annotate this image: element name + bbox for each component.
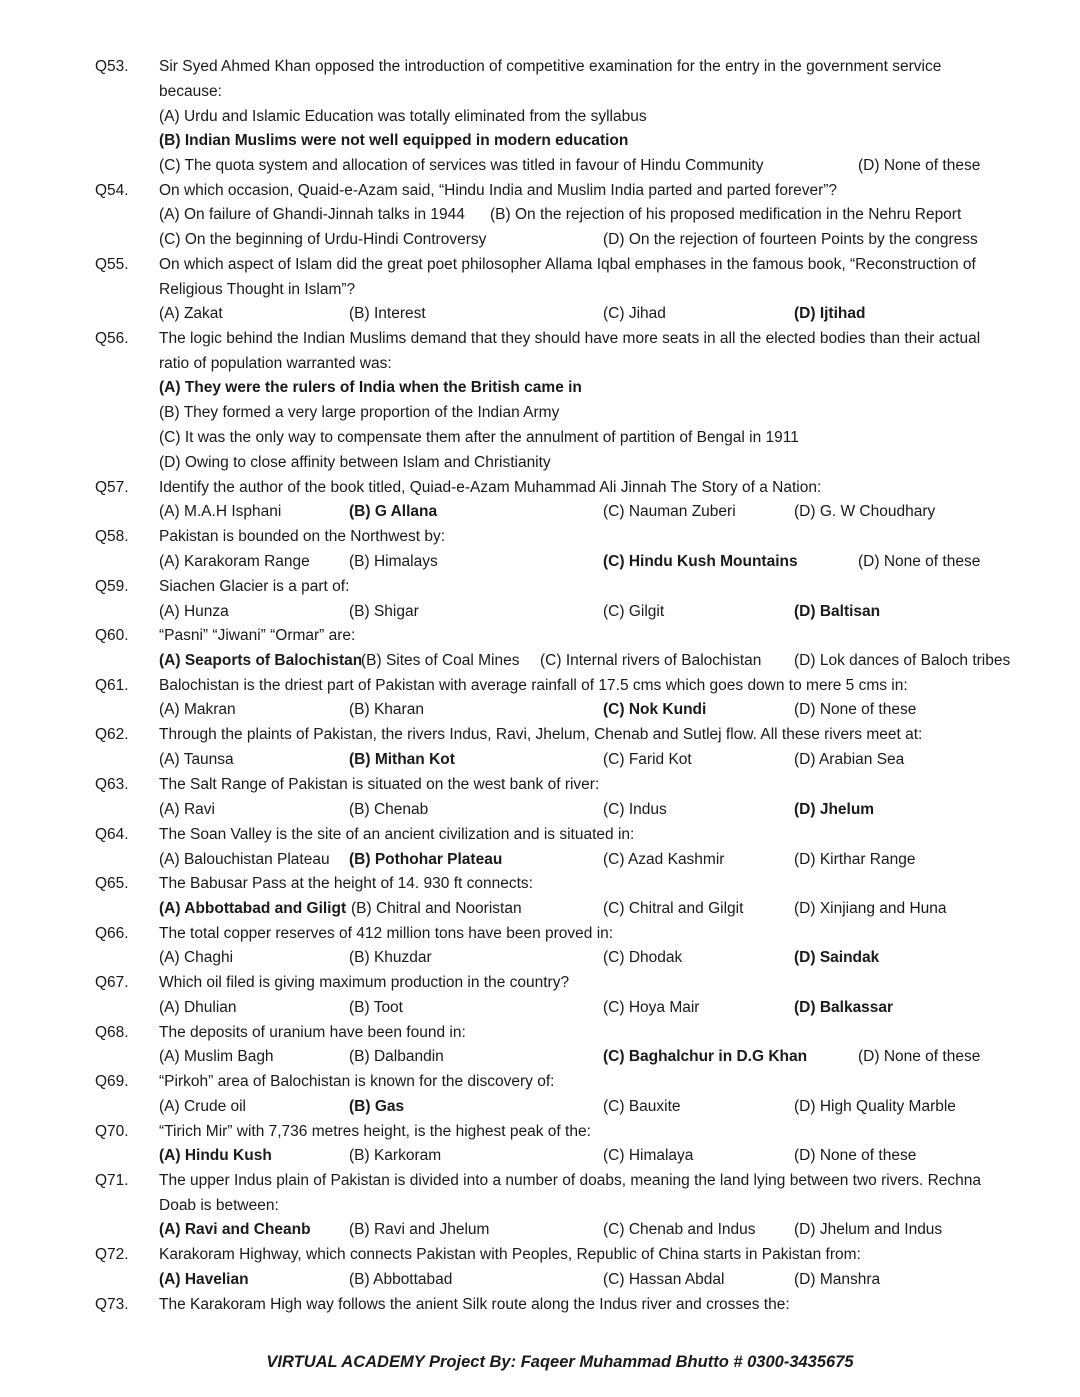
option-b: (B) Karkoram — [349, 1147, 442, 1164]
option-c: (C) Nauman Zuberi — [603, 503, 736, 520]
question-number: Q58. — [95, 528, 129, 545]
option-row — [0, 1143, 1080, 1168]
option-b: (B) They formed a very large proportion of the Indian Army — [159, 404, 560, 421]
option-d: (D) None of these — [858, 553, 981, 570]
question-q57 — [0, 475, 1080, 500]
option-a-answer: (A) They were the rulers of India when the British came in — [159, 379, 582, 396]
question-number: Q68. — [95, 1024, 129, 1041]
question-number: Q65. — [95, 875, 129, 892]
option-row — [0, 599, 1080, 624]
option-b-answer: (B) Mithan Kot — [349, 751, 455, 768]
option-b: (B) On the rejection of his proposed medification in the Nehru Report — [490, 206, 962, 223]
option-row — [0, 896, 1080, 921]
option-a: (A) Chaghi — [159, 949, 234, 966]
option-d: (D) Manshra — [794, 1271, 881, 1288]
option-d: (D) High Quality Marble — [794, 1098, 956, 1115]
option-a: (A) M.A.H Isphani — [159, 503, 282, 520]
question-number: Q69. — [95, 1073, 129, 1090]
option-b-answer: (B) Indian Muslims were not well equipped in modern education — [159, 132, 629, 149]
option-b: (B) Khuzdar — [349, 949, 432, 966]
question-text-continued — [0, 351, 1080, 376]
question-q73 — [0, 1292, 1080, 1317]
option-d: (D) Kirthar Range — [794, 851, 916, 868]
question-text-continued — [0, 79, 1080, 104]
question-text: Identify the author of the book titled, Quiad-e-Azam Muhammad Ali Jinnah The Story of a Nation: — [159, 479, 822, 496]
option-row — [0, 945, 1080, 970]
option-c: (C) Indus — [603, 801, 667, 818]
option-row — [0, 104, 1080, 129]
option-b: (B) Ravi and Jhelum — [349, 1221, 490, 1238]
option-c-answer: (C) Hindu Kush Mountains — [603, 553, 798, 570]
option-row — [0, 400, 1080, 425]
question-text: ratio of population warranted was: — [159, 355, 392, 372]
option-d: (D) G. W Choudhary — [794, 503, 936, 520]
question-q60 — [0, 623, 1080, 648]
option-b: (B) Interest — [349, 305, 426, 322]
option-c: (C) Bauxite — [603, 1098, 681, 1115]
question-q70 — [0, 1119, 1080, 1144]
question-number: Q66. — [95, 925, 129, 942]
option-row — [0, 648, 1080, 673]
question-q72 — [0, 1242, 1080, 1267]
question-text: The Karakoram High way follows the anient Silk route along the Indus river and crosses the: — [159, 1296, 790, 1313]
option-b: (B) Kharan — [349, 701, 424, 718]
question-q67 — [0, 970, 1080, 995]
option-d: (D) None of these — [858, 157, 981, 174]
option-d: (D) None of these — [858, 1048, 981, 1065]
question-text: Balochistan is the driest part of Pakistan with average rainfall of 17.5 cms which goes down to mere 5 cms in: — [159, 677, 908, 694]
option-a: (A) Makran — [159, 701, 236, 718]
question-number: Q70. — [95, 1123, 129, 1140]
option-d: (D) Arabian Sea — [794, 751, 905, 768]
question-q62 — [0, 722, 1080, 747]
option-a: (A) Urdu and Islamic Education was totally eliminated from the syllabus — [159, 108, 647, 125]
option-d: (D) None of these — [794, 1147, 917, 1164]
option-a: (A) Karakoram Range — [159, 553, 310, 570]
option-row — [0, 1044, 1080, 1069]
question-text-continued — [0, 277, 1080, 302]
option-a: (A) Taunsa — [159, 751, 234, 768]
option-a: (A) Ravi — [159, 801, 215, 818]
question-q69 — [0, 1069, 1080, 1094]
option-c: (C) Jihad — [603, 305, 666, 322]
question-text: The Soan Valley is the site of an ancient civilization and is situated in: — [159, 826, 635, 843]
option-a-answer: (A) Hindu Kush — [159, 1147, 272, 1164]
option-row — [0, 1267, 1080, 1292]
question-q61 — [0, 673, 1080, 698]
footer-credit: VIRTUAL ACADEMY Project By: Faqeer Muhammad Bhutto # 0300-3435675 — [266, 1353, 854, 1371]
question-text: The Salt Range of Pakistan is situated on the west bank of river: — [159, 776, 600, 793]
question-number: Q61. — [95, 677, 129, 694]
question-q53 — [0, 54, 1080, 79]
option-d-answer: (D) Ijtihad — [794, 305, 866, 322]
question-text: Pakistan is bounded on the Northwest by: — [159, 528, 446, 545]
question-text: “Pasni” “Jiwani” “Ormar” are: — [159, 627, 356, 644]
option-a: (A) Dhulian — [159, 999, 237, 1016]
question-q63 — [0, 772, 1080, 797]
question-number: Q72. — [95, 1246, 129, 1263]
question-text: because: — [159, 83, 222, 100]
question-text: The logic behind the Indian Muslims demand that they should have more seats in all the elected bodies than their actual — [159, 330, 981, 347]
option-a-answer: (A) Seaports of Balochistan — [159, 652, 363, 669]
question-q65 — [0, 871, 1080, 896]
option-b: (B) Toot — [349, 999, 403, 1016]
option-d: (D) None of these — [794, 701, 917, 718]
option-a: (A) On failure of Ghandi-Jinnah talks in 1944 — [159, 206, 465, 223]
option-row — [0, 425, 1080, 450]
option-c: (C) Dhodak — [603, 949, 683, 966]
option-c: (C) Himalaya — [603, 1147, 694, 1164]
question-text: Which oil filed is giving maximum production in the country? — [159, 974, 570, 991]
option-a-answer: (A) Ravi and Cheanb — [159, 1221, 311, 1238]
option-d-answer: (D) Baltisan — [794, 603, 881, 620]
option-row — [0, 995, 1080, 1020]
question-q68 — [0, 1020, 1080, 1045]
option-c: (C) Hassan Abdal — [603, 1271, 725, 1288]
question-text: Religious Thought in Islam”? — [159, 281, 356, 298]
option-row — [0, 1217, 1080, 1242]
option-d: (D) Owing to close affinity between Islam and Christianity — [159, 454, 551, 471]
option-row — [0, 549, 1080, 574]
option-a: (A) Zakat — [159, 305, 223, 322]
option-row — [0, 797, 1080, 822]
question-number: Q64. — [95, 826, 129, 843]
option-b: (B) Abbottabad — [349, 1271, 453, 1288]
option-c: (C) Internal rivers of Balochistan — [540, 652, 762, 669]
question-text: “Tirich Mir” with 7,736 metres height, is the highest peak of the: — [159, 1123, 591, 1140]
option-c: (C) On the beginning of Urdu-Hindi Controversy — [159, 231, 487, 248]
question-number: Q67. — [95, 974, 129, 991]
question-text-continued — [0, 1193, 1080, 1218]
option-b-answer: (B) G Allana — [349, 503, 438, 520]
option-c: (C) The quota system and allocation of services was titled in favour of Hindu Community — [159, 157, 764, 174]
option-c: (C) It was the only way to compensate them after the annulment of partition of Bengal in 1911 — [159, 429, 799, 446]
question-number: Q55. — [95, 256, 129, 273]
question-number: Q71. — [95, 1172, 129, 1189]
question-text: The total copper reserves of 412 million tons have been proved in: — [159, 925, 614, 942]
question-text: The upper Indus plain of Pakistan is divided into a number of doabs, meaning the land lying between two rivers. Rechna — [159, 1172, 981, 1189]
option-a: (A) Crude oil — [159, 1098, 246, 1115]
option-d: (D) Jhelum and Indus — [794, 1221, 943, 1238]
question-text: Through the plaints of Pakistan, the rivers Indus, Ravi, Jhelum, Chenab and Sutlej flow. All these rivers meet at: — [159, 726, 923, 743]
question-q59 — [0, 574, 1080, 599]
question-q66 — [0, 921, 1080, 946]
question-text: “Pirkoh” area of Balochistan is known for the discovery of: — [159, 1073, 555, 1090]
question-text: On which aspect of Islam did the great poet philosopher Allama Iqbal emphases in the famous book, “Reconstruction of — [159, 256, 976, 273]
option-c: (C) Hoya Mair — [603, 999, 700, 1016]
question-text: On which occasion, Quaid-e-Azam said, “Hindu India and Muslim India parted and parted forever”? — [159, 182, 838, 199]
option-a: (A) Hunza — [159, 603, 229, 620]
option-d-answer: (D) Jhelum — [794, 801, 875, 818]
option-row — [0, 301, 1080, 326]
option-row — [0, 847, 1080, 872]
option-b: (B) Shigar — [349, 603, 419, 620]
question-number: Q62. — [95, 726, 129, 743]
question-number: Q73. — [95, 1296, 129, 1313]
question-text: Sir Syed Ahmed Khan opposed the introduction of competitive examination for the entry in the government service — [159, 58, 942, 75]
option-a: (A) Balouchistan Plateau — [159, 851, 330, 868]
option-b: (B) Chenab — [349, 801, 429, 818]
option-row — [0, 697, 1080, 722]
option-row — [0, 202, 1080, 227]
option-row — [0, 128, 1080, 153]
option-a-answer: (A) Abbottabad and Giligt — [159, 900, 347, 917]
question-text: The Babusar Pass at the height of 14. 930 ft connects: — [159, 875, 533, 892]
option-b: (B) Sites of Coal Mines — [361, 652, 520, 669]
option-d-answer: (D) Saindak — [794, 949, 880, 966]
option-d: (D) On the rejection of fourteen Points by the congress — [603, 231, 978, 248]
question-q54 — [0, 178, 1080, 203]
option-c: (C) Chitral and Gilgit — [603, 900, 744, 917]
question-q71 — [0, 1168, 1080, 1193]
option-b: (B) Himalays — [349, 553, 438, 570]
question-number: Q56. — [95, 330, 129, 347]
question-number: Q53. — [95, 58, 129, 75]
option-d: (D) Lok dances of Baloch tribes — [794, 652, 1011, 669]
option-row — [0, 227, 1080, 252]
option-c-answer: (C) Baghalchur in D.G Khan — [603, 1048, 808, 1065]
option-row — [0, 153, 1080, 178]
option-row — [0, 1094, 1080, 1119]
option-a-answer: (A) Havelian — [159, 1271, 249, 1288]
question-number: Q59. — [95, 578, 129, 595]
option-c: (C) Azad Kashmir — [603, 851, 725, 868]
option-b: (B) Chitral and Nooristan — [351, 900, 522, 917]
option-c: (C) Farid Kot — [603, 751, 692, 768]
question-q64 — [0, 822, 1080, 847]
question-q55 — [0, 252, 1080, 277]
option-row — [0, 747, 1080, 772]
question-number: Q63. — [95, 776, 129, 793]
question-text: The deposits of uranium have been found in: — [159, 1024, 466, 1041]
question-text: Siachen Glacier is a part of: — [159, 578, 350, 595]
option-c: (C) Chenab and Indus — [603, 1221, 756, 1238]
question-number: Q54. — [95, 182, 129, 199]
option-b-answer: (B) Gas — [349, 1098, 405, 1115]
option-c-answer: (C) Nok Kundi — [603, 701, 707, 718]
question-text: Karakoram Highway, which connects Pakistan with Peoples, Republic of China starts in Pakistan from: — [159, 1246, 861, 1263]
question-text: Doab is between: — [159, 1197, 279, 1214]
option-row — [0, 375, 1080, 400]
option-b: (B) Dalbandin — [349, 1048, 444, 1065]
question-number: Q57. — [95, 479, 129, 496]
option-row — [0, 499, 1080, 524]
option-d-answer: (D) Balkassar — [794, 999, 894, 1016]
option-d: (D) Xinjiang and Huna — [794, 900, 947, 917]
option-row — [0, 450, 1080, 475]
question-q58 — [0, 524, 1080, 549]
question-q56 — [0, 326, 1080, 351]
question-number: Q60. — [95, 627, 129, 644]
option-a: (A) Muslim Bagh — [159, 1048, 274, 1065]
option-b-answer: (B) Pothohar Plateau — [349, 851, 503, 868]
option-c: (C) Gilgit — [603, 603, 665, 620]
